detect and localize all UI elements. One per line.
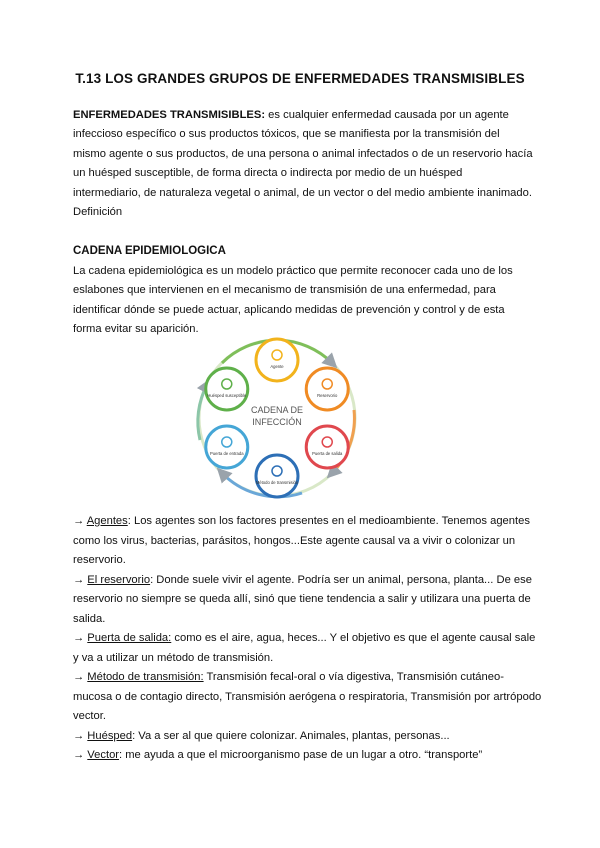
diagram-node-label: Puerta de salida xyxy=(312,451,343,456)
diagram-node-label: Huésped susceptible xyxy=(207,393,247,398)
chain-item-term: Vector xyxy=(87,749,120,761)
infection-chain-diagram xyxy=(182,330,372,505)
diagram-node xyxy=(256,455,299,497)
chain-item-text: Donde suele vivir el agente. Podría ser un animal, persona, planta... De ese reservorio no siempre se queda allí, sinó que tiene tendencia a salir y utilizara una puerta de salida. xyxy=(73,573,532,625)
chain-item-sep: : xyxy=(119,749,123,761)
diagram-node-label: Puerta de entrada xyxy=(210,451,244,456)
arrow-icon: → xyxy=(73,729,88,742)
chain-item-text: Transmisión fecal-oral o vía digestiva, Transmisión cutáneo-mucosa o de contagio directo, Transmisión aerógena o respiratoria, Transmisión por artrópodo vector. xyxy=(73,671,542,722)
chain-item xyxy=(73,629,543,668)
diagram-center-line1: CADENA DE xyxy=(250,405,304,415)
cadena-paragraph: La cadena epidemiológica es un modelo práctico que permite reconocer cada uno de los eslabones que intervienen en el mecanismo de transmisión de una enfermedad, para identificar dónde se puede actuar, aplicando medidas de prevención y control y de esta forma evitar su aparición. xyxy=(73,265,513,336)
definition-text: es cualquier enfermedad causada por un agente infeccioso específico o sus productos tóxicos, que se manifiesta por la transmisión del mismo agente o sus productos, de una persona o animal infectados o de un reservorio hacía un huésped susceptible, de forma directa o indirecta por medio de un huésped intermediario, de naturaleza vegetal o animal, de un vector o del medio ambiente inanimado. Definición xyxy=(73,109,533,219)
chain-item-sep: : xyxy=(150,573,154,586)
diagram-node-label: Método de transmisión xyxy=(255,480,299,485)
chain-item-term: El reservorio xyxy=(87,573,151,586)
diagram-node xyxy=(306,426,348,468)
chain-items-list xyxy=(73,512,543,766)
chain-item xyxy=(73,727,543,747)
diagram-node-label: Reservorio xyxy=(317,393,338,398)
diagram-center-line2: INFECCIÓN xyxy=(252,417,302,427)
chain-item xyxy=(73,571,543,630)
arrow-icon: → xyxy=(73,515,87,527)
definition-term: ENFERMEDADES TRANSMISIBLES: xyxy=(73,109,266,121)
diagram-node-label: Agente xyxy=(270,364,284,369)
chain-item-term: Huésped xyxy=(87,729,133,742)
arrow-icon: → xyxy=(73,632,88,644)
cadena-heading: CADENA EPIDEMIOLOGICA xyxy=(73,245,226,257)
arrow-icon: → xyxy=(73,749,88,761)
chain-item-text: como es el aire, agua, heces... Y el objetivo es que el agente causal sale y va a utilizar un método de transmisión. xyxy=(73,632,536,664)
arrow-icon: → xyxy=(73,573,88,586)
chain-item-term: Agentes xyxy=(86,515,128,527)
diagram-node xyxy=(206,368,248,410)
chain-item-term: Puerta de salida: xyxy=(87,632,172,644)
chain-item-term: Método de transmisión: xyxy=(87,671,204,683)
diagram-node xyxy=(206,426,248,468)
chain-item-text: Va a ser al que quiere colonizar. Animales, plantas, personas... xyxy=(135,729,450,742)
arrow-icon: → xyxy=(73,671,88,683)
definition-paragraph xyxy=(73,106,533,222)
chain-item-text: Los agentes son los factores presentes en el medioambiente. Tenemos agentes como los virus, bacterias, parásitos, hongos...Este agente causal va a vivir o colonizar un reservorio. xyxy=(73,515,530,566)
diagram-node xyxy=(256,339,298,381)
chain-item xyxy=(73,668,543,727)
chain-item xyxy=(73,512,543,571)
page-title: T.13 LOS GRANDES GRUPOS DE ENFERMEDADES TRANSMISIBLES xyxy=(75,71,525,86)
chain-item-sep: : xyxy=(132,729,136,742)
chain-item xyxy=(73,746,543,766)
chain-item-text: me ayuda a que el microorganismo pase de un lugar a otro. “transporte” xyxy=(122,749,483,761)
chain-item-sep: : xyxy=(127,515,131,527)
diagram-node xyxy=(306,368,348,410)
